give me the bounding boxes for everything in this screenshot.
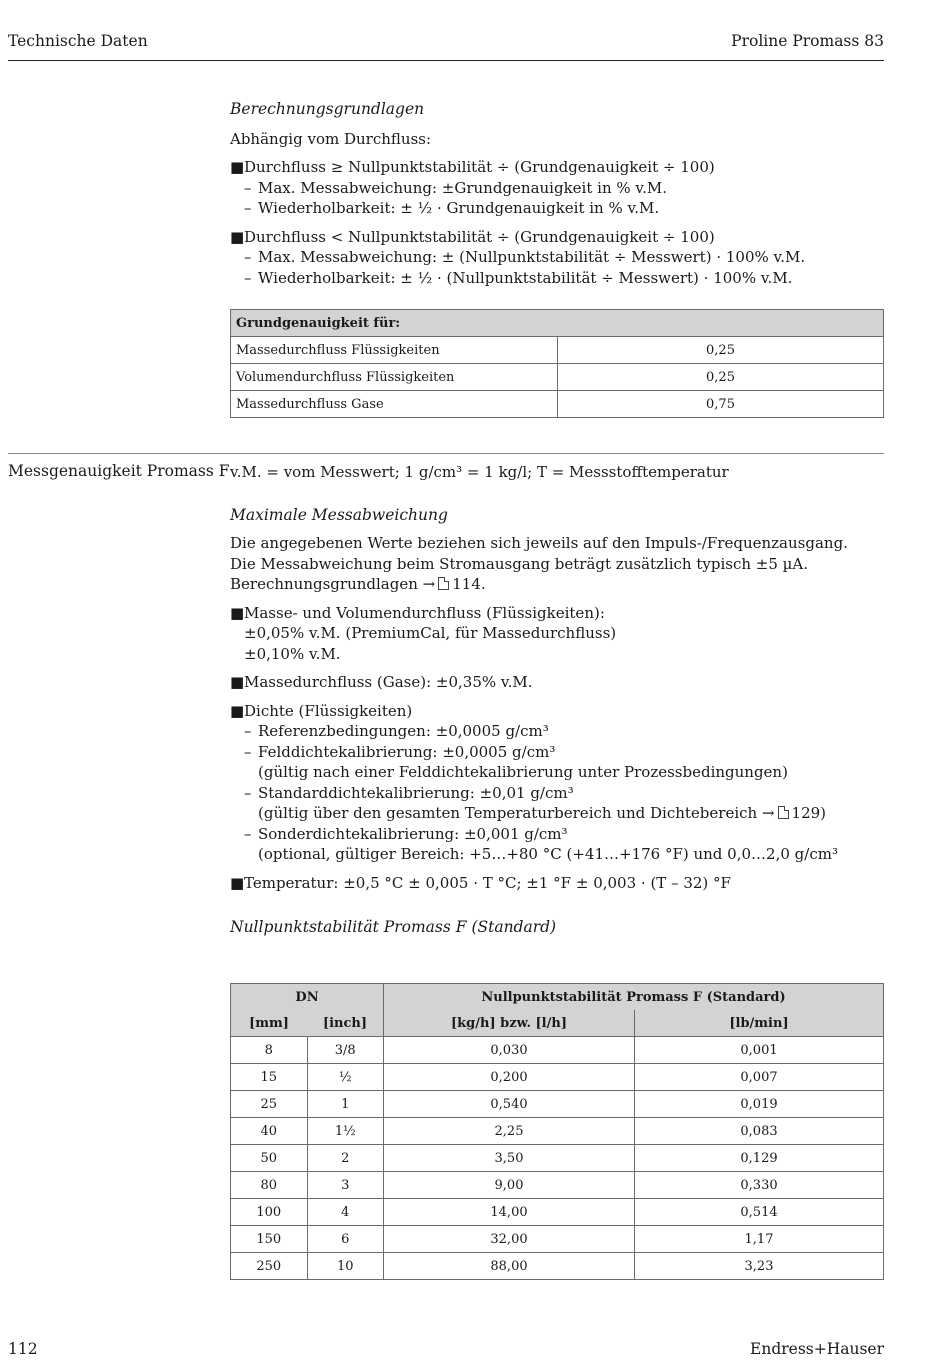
list-subitem: Max. Messabweichung: ± (Nullpunktstabilität ÷ Messwert) · 100% v.M. — [258, 248, 806, 266]
table-cell: 2 — [307, 1145, 384, 1172]
table-cell: 1,17 — [635, 1226, 884, 1253]
paragraph-line: Die Messabweichung beim Stromausgang beträgt zusätzlich typisch ±5 µA. — [230, 554, 809, 573]
table-row — [231, 1091, 884, 1118]
table-row — [231, 1118, 884, 1145]
list-subitem: Wiederholbarkeit: ± ½ · (Nullpunktstabilität ÷ Messwert) · 100% v.M. — [258, 268, 793, 287]
list-subitem: Max. Messabweichung: ±Grundgenauigkeit in % v.M. — [258, 178, 667, 197]
table-cell: 0,25 — [558, 364, 884, 391]
running-header-right: Proline Promass 83 — [731, 32, 884, 50]
table-cell: 0,330 — [635, 1172, 884, 1199]
list-item-text: Temperatur: ±0,5 °C ± 0,005 · T °C; ±1 °F ± 0,003 · (T – 32) °F — [244, 873, 731, 892]
table-cell: 4 — [307, 1199, 384, 1226]
list-item — [230, 603, 884, 665]
list-subline: (optional, gültiger Bereich: +5…+80 °C (+41…+176 °F) und 0,0…2,0 g/cm³ — [258, 845, 838, 863]
table-row — [231, 1172, 884, 1199]
intro-text: Abhängig vom Durchfluss: — [230, 129, 431, 148]
table-cell: 88,00 — [384, 1253, 635, 1280]
reference-page: 114. — [452, 575, 486, 593]
grundgenauigkeit-table — [230, 309, 884, 418]
dash-icon: – — [244, 199, 252, 217]
table-cell: 3,50 — [384, 1145, 635, 1172]
list-item-text: Dichte (Flüssigkeiten) — [244, 701, 413, 720]
dash-icon: – — [244, 742, 252, 761]
page-icon — [438, 577, 449, 590]
dash-icon: – — [244, 248, 252, 266]
subsection-title: Berechnungsgrundlagen — [230, 100, 425, 118]
table-cell: Massedurchfluss Flüssigkeiten — [231, 337, 558, 364]
table-cell: 0,007 — [635, 1064, 884, 1091]
list-item — [230, 227, 884, 289]
definition-text: v.M. = vom Messwert; 1 g/cm³ = 1 kg/l; T = Messstofftemperatur — [230, 463, 729, 481]
table-header-dn: DN — [231, 984, 384, 1011]
table-cell: 0,030 — [384, 1037, 635, 1064]
arrow-icon: → — [422, 575, 436, 593]
list-item — [230, 701, 884, 865]
table-cell: 0,200 — [384, 1064, 635, 1091]
header-rule — [8, 60, 884, 61]
bullet-icon: ■ — [230, 603, 245, 622]
subsection-title: Nullpunktstabilität Promass F (Standard) — [230, 918, 557, 936]
list-line: ±0,05% v.M. (PremiumCal, für Massedurchfluss) — [244, 624, 617, 642]
table-row — [231, 1145, 884, 1172]
bullet-icon: ■ — [230, 873, 245, 892]
list-subitem: Sonderdichtekalibrierung: ±0,001 g/cm³ — [258, 824, 568, 843]
table-row — [231, 391, 884, 418]
table-row — [231, 1037, 884, 1064]
page-icon — [778, 806, 789, 819]
bullet-icon: ■ — [230, 227, 245, 246]
table-cell: Massedurchfluss Gase — [231, 391, 558, 418]
table-cell: Volumendurchfluss Flüssigkeiten — [231, 364, 558, 391]
paragraph-line: Die angegebenen Werte beziehen sich jeweils auf den Impuls-/Frequenzausgang. — [230, 534, 848, 552]
list-subitem: Wiederholbarkeit: ± ½ · Grundgenauigkeit in % v.M. — [258, 199, 660, 217]
section-messgenauigkeit — [230, 462, 884, 938]
table-header-lbmin: [lb/min] — [635, 1010, 884, 1037]
table-cell: 14,00 — [384, 1199, 635, 1226]
section-label: Messgenauigkeit Promass F — [8, 462, 230, 480]
table-header-group: Nullpunktstabilität Promass F (Standard) — [384, 984, 884, 1011]
table-cell: 250 — [231, 1253, 308, 1280]
table-cell: 10 — [307, 1253, 384, 1280]
table-header-kgh: [kg/h] bzw. [l/h] — [384, 1010, 635, 1037]
subsection-title: Maximale Messabweichung — [230, 505, 448, 524]
table-cell: 0,001 — [635, 1037, 884, 1064]
table-cell: 40 — [231, 1118, 308, 1145]
table-cell: 1 — [307, 1091, 384, 1118]
page-reference — [230, 574, 884, 595]
table-cell: 0,019 — [635, 1091, 884, 1118]
page-number: 112 — [8, 1340, 38, 1358]
table-row — [231, 337, 884, 364]
list-item-text: Durchfluss ≥ Nullpunktstabilität ÷ (Grundgenauigkeit ÷ 100) — [244, 158, 715, 176]
table-cell: 0,514 — [635, 1199, 884, 1226]
table-cell: 2,25 — [384, 1118, 635, 1145]
list-item — [230, 672, 884, 693]
table-cell: 8 — [231, 1037, 308, 1064]
bullet-icon: ■ — [230, 673, 245, 691]
reference-page: 129) — [791, 804, 827, 822]
list-item — [230, 157, 884, 219]
table-header-mm: [mm] — [231, 1010, 308, 1037]
table-cell: 3 — [307, 1172, 384, 1199]
table-row — [231, 1064, 884, 1091]
list-subline-text: (gültig über den gesamten Temperaturbereich und Dichtebereich — [258, 804, 758, 822]
list-item-text: Massedurchfluss (Gase): ±0,35% v.M. — [244, 673, 533, 691]
table-cell: 150 — [231, 1226, 308, 1253]
table-cell: 0,083 — [635, 1118, 884, 1145]
table-row — [231, 364, 884, 391]
dash-icon: – — [244, 268, 252, 287]
arrow-icon: → — [761, 804, 775, 822]
list-item-text: Masse- und Volumendurchfluss (Flüssigkeiten): — [244, 603, 605, 622]
table-cell: 9,00 — [384, 1172, 635, 1199]
dash-icon: – — [244, 824, 252, 843]
table-cell: 1½ — [307, 1118, 384, 1145]
table-cell: 0,129 — [635, 1145, 884, 1172]
section-berechnungsgrundlagen — [230, 99, 884, 288]
brand-footer: Endress+Hauser — [750, 1340, 884, 1358]
table-cell: 25 — [231, 1091, 308, 1118]
table-cell: 80 — [231, 1172, 308, 1199]
nullpunktstabilitaet-table — [230, 983, 884, 1280]
bullet-icon: ■ — [230, 158, 245, 176]
table-cell: 0,25 — [558, 337, 884, 364]
table-header-inch: [inch] — [307, 1010, 384, 1037]
list-subitem: Referenzbedingungen: ±0,0005 g/cm³ — [258, 722, 549, 740]
table-row — [231, 1253, 884, 1280]
dash-icon: – — [244, 722, 252, 740]
bullet-icon: ■ — [230, 701, 245, 720]
table-row — [231, 1226, 884, 1253]
table-cell: 100 — [231, 1199, 308, 1226]
list-subline — [230, 803, 884, 824]
list-subitem: Standarddichtekalibrierung: ±0,01 g/cm³ — [258, 783, 574, 802]
table-cell: 15 — [231, 1064, 308, 1091]
table-cell: 6 — [307, 1226, 384, 1253]
list-subitem: Felddichtekalibrierung: ±0,0005 g/cm³ — [258, 742, 556, 761]
list-line: ±0,10% v.M. — [244, 644, 341, 663]
table-cell: 3/8 — [307, 1037, 384, 1064]
dash-icon: – — [244, 178, 252, 197]
list-subline: (gültig nach einer Felddichtekalibrierung unter Prozessbedingungen) — [258, 763, 788, 781]
table-cell: 32,00 — [384, 1226, 635, 1253]
table-cell: 50 — [231, 1145, 308, 1172]
table-row — [231, 1199, 884, 1226]
section-rule — [8, 453, 884, 454]
table-cell: 3,23 — [635, 1253, 884, 1280]
list-item — [230, 873, 884, 894]
table-cell: 0,540 — [384, 1091, 635, 1118]
reference-text: Berechnungsgrundlagen — [230, 575, 418, 593]
table-cell: 0,75 — [558, 391, 884, 418]
dash-icon: – — [244, 783, 252, 802]
running-header-left: Technische Daten — [8, 32, 148, 50]
list-item-text: Durchfluss < Nullpunktstabilität ÷ (Grundgenauigkeit ÷ 100) — [244, 227, 715, 246]
table-header: Grundgenauigkeit für: — [231, 310, 884, 337]
table-cell: ½ — [307, 1064, 384, 1091]
